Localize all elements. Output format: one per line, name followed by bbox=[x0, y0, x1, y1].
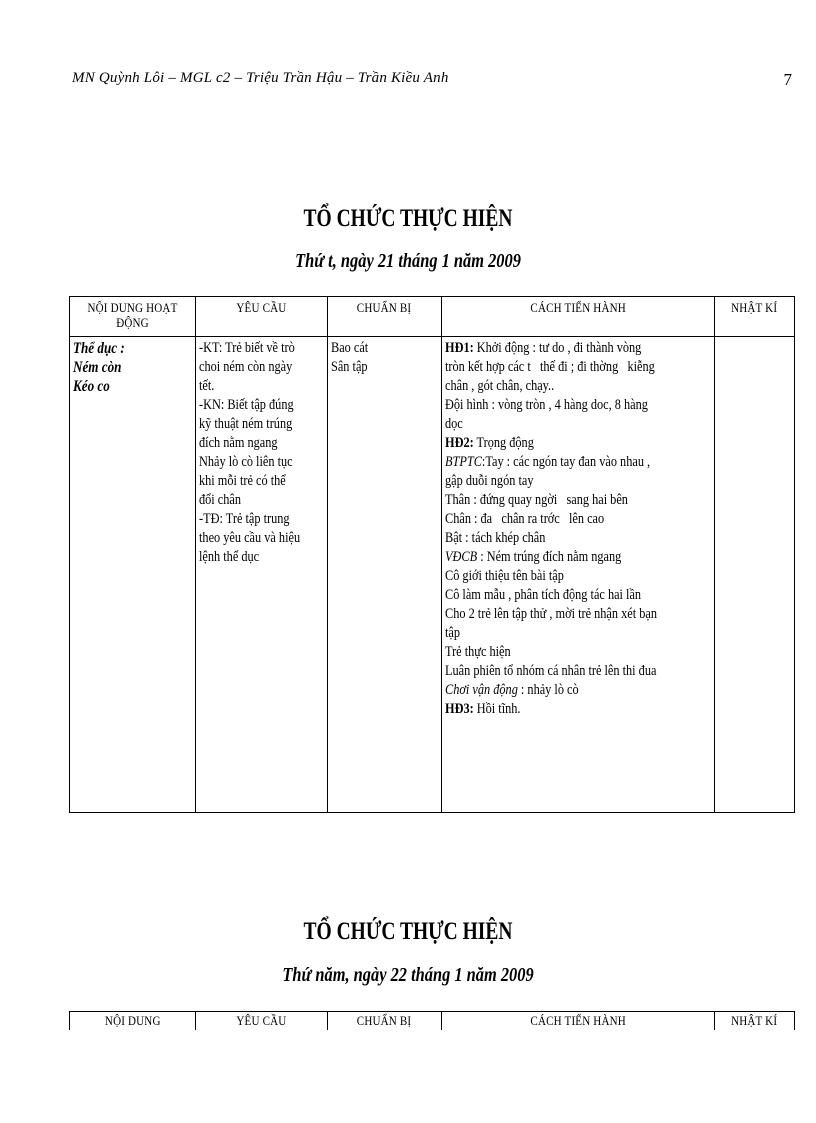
procedure-line bbox=[445, 415, 711, 434]
cell-preparation bbox=[328, 337, 442, 813]
requirement-line: -KT: Trẻ biết về trò bbox=[199, 340, 295, 356]
procedure-text: Chân : đa chân ra trớc lên cao bbox=[445, 511, 605, 527]
procedure-line bbox=[445, 605, 711, 624]
procedure-line bbox=[445, 472, 711, 491]
procedure-text: Cô làm mẫu , phân tích động tác hai lần bbox=[445, 587, 642, 603]
col-header-preparation: CHUẨN BỊ bbox=[328, 297, 442, 337]
procedure-line bbox=[445, 510, 711, 529]
procedure-section-label: BTPTC bbox=[445, 454, 482, 470]
procedure-text: Khởi động : tư do , đi thành vòng bbox=[473, 340, 642, 356]
col-header-journal: NHẬT KÍ bbox=[715, 1012, 795, 1030]
procedure-line bbox=[445, 548, 711, 567]
col-header-journal: NHẬT KÍ bbox=[715, 297, 795, 337]
section2-title: TỔ CHỨC THỰC HIỆN bbox=[303, 918, 513, 945]
procedure-line bbox=[445, 377, 711, 396]
procedure-line bbox=[445, 700, 711, 719]
content-line: Kéo co bbox=[73, 378, 110, 395]
procedure-line bbox=[445, 339, 711, 358]
section2-table bbox=[69, 1011, 795, 1030]
col-header-requirements: YÊU CẦU bbox=[196, 297, 328, 337]
page-header bbox=[72, 70, 792, 94]
procedure-text: tập bbox=[445, 625, 461, 641]
section1-title: TỔ CHỨC THỰC HIỆN bbox=[303, 205, 513, 232]
procedure-line bbox=[445, 491, 711, 510]
procedure-section-label: Chơi vận động bbox=[445, 682, 518, 698]
procedure-text: :Tay : các ngón tay đan vào nhau , bbox=[481, 454, 651, 470]
procedure-text: Đội hình : vòng tròn , 4 hàng doc, 8 hàng bbox=[445, 397, 648, 413]
procedure-line bbox=[445, 396, 711, 415]
procedure-text: Cho 2 trẻ lên tập thử , mời trẻ nhận xét bạn bbox=[445, 606, 657, 622]
col-header-procedure: CÁCH TIẾN HÀNH bbox=[442, 1012, 715, 1030]
procedure-text: Thân : đứng quay ngời sang hai bên bbox=[445, 492, 628, 508]
procedure-text: Trẻ thực hiện bbox=[445, 644, 511, 660]
cell-procedure bbox=[442, 337, 715, 813]
procedure-step-label: HĐ2: bbox=[445, 435, 474, 451]
procedure-section-label: VĐCB bbox=[445, 549, 478, 565]
section2-date: Thứ năm, ngày 22 tháng 1 năm 2009 bbox=[282, 964, 534, 986]
procedure-line bbox=[445, 529, 711, 548]
cell-journal bbox=[715, 337, 795, 813]
procedure-text: dọc bbox=[445, 416, 463, 432]
procedure-text: tròn kết hợp các t thế đi ; đi thờng kiễng bbox=[445, 359, 655, 375]
procedure-line bbox=[445, 681, 711, 700]
requirement-line: Nhảy lò cò liên tục bbox=[199, 454, 293, 470]
col-header-content: NỘI DUNG HOẠT ĐỘNG bbox=[70, 297, 196, 337]
requirement-line: -KN: Biết tập đúng bbox=[199, 397, 294, 413]
procedure-line bbox=[445, 567, 711, 586]
journal-text bbox=[715, 337, 794, 339]
procedure-line bbox=[445, 358, 711, 377]
col-header-content: NỘI DUNG bbox=[70, 1012, 196, 1030]
procedure-text: Luân phiên tổ nhóm cá nhân trẻ lên thi đua bbox=[445, 663, 657, 679]
procedure-line bbox=[445, 434, 711, 453]
requirement-line: -TĐ: Trẻ tập trung bbox=[199, 511, 290, 527]
col-header-preparation: CHUẨN BỊ bbox=[328, 1012, 442, 1030]
procedure-text: Bật : tách khép chân bbox=[445, 530, 546, 546]
procedure-line bbox=[445, 586, 711, 605]
header-authors: MN Quỳnh Lôi – MGL c2 – Triệu Trần Hậu – Trần Kiều Anh bbox=[72, 70, 449, 86]
page-number: 7 bbox=[783, 70, 792, 89]
requirement-line: đổi chân bbox=[199, 492, 242, 508]
content-line: Ném còn bbox=[73, 359, 122, 376]
table-header-row bbox=[70, 1012, 795, 1030]
requirement-line: theo yêu cầu và hiệu bbox=[199, 530, 301, 546]
procedure-text: chân , gót chân, chạy.. bbox=[445, 378, 555, 394]
requirement-line: choi ném còn ngày bbox=[199, 359, 293, 375]
procedure-step-label: HĐ3: bbox=[445, 701, 474, 717]
procedure-text: Hồi tĩnh. bbox=[473, 701, 521, 717]
section1-table bbox=[69, 296, 795, 813]
cell-content bbox=[70, 337, 196, 813]
procedure-text: : nhảy lò cò bbox=[517, 682, 579, 698]
col-header-procedure: CÁCH TIẾN HÀNH bbox=[442, 297, 715, 337]
col-header-requirements: YÊU CẦU bbox=[196, 1012, 328, 1030]
requirement-line: tết. bbox=[199, 378, 215, 394]
table-row bbox=[70, 337, 795, 813]
procedure-text: Cô giới thiệu tên bài tập bbox=[445, 568, 564, 584]
prep-line: Sân tập bbox=[331, 359, 368, 375]
section1-date: Thứ t, ngày 21 tháng 1 năm 2009 bbox=[295, 250, 521, 272]
requirement-line: lệnh thể dục bbox=[199, 549, 260, 565]
cell-requirements bbox=[196, 337, 328, 813]
requirement-line: khi mỗi trẻ có thể bbox=[199, 473, 286, 489]
procedure-text: gập duỗi ngón tay bbox=[445, 473, 534, 489]
procedure-line bbox=[445, 624, 711, 643]
content-line: Thể dục : bbox=[73, 340, 125, 357]
requirement-line: đích nằm ngang bbox=[199, 435, 278, 451]
requirement-line: kỹ thuật ném trúng bbox=[199, 416, 293, 432]
prep-line: Bao cát bbox=[331, 340, 369, 356]
procedure-step-label: HĐ1: bbox=[445, 340, 474, 356]
procedure-text: : Ném trúng đích nằm ngang bbox=[477, 549, 622, 565]
procedure-line bbox=[445, 643, 711, 662]
procedure-text: Trọng động bbox=[473, 435, 534, 451]
procedure-line bbox=[445, 453, 711, 472]
procedure-line bbox=[445, 662, 711, 681]
table-header-row bbox=[70, 297, 795, 337]
